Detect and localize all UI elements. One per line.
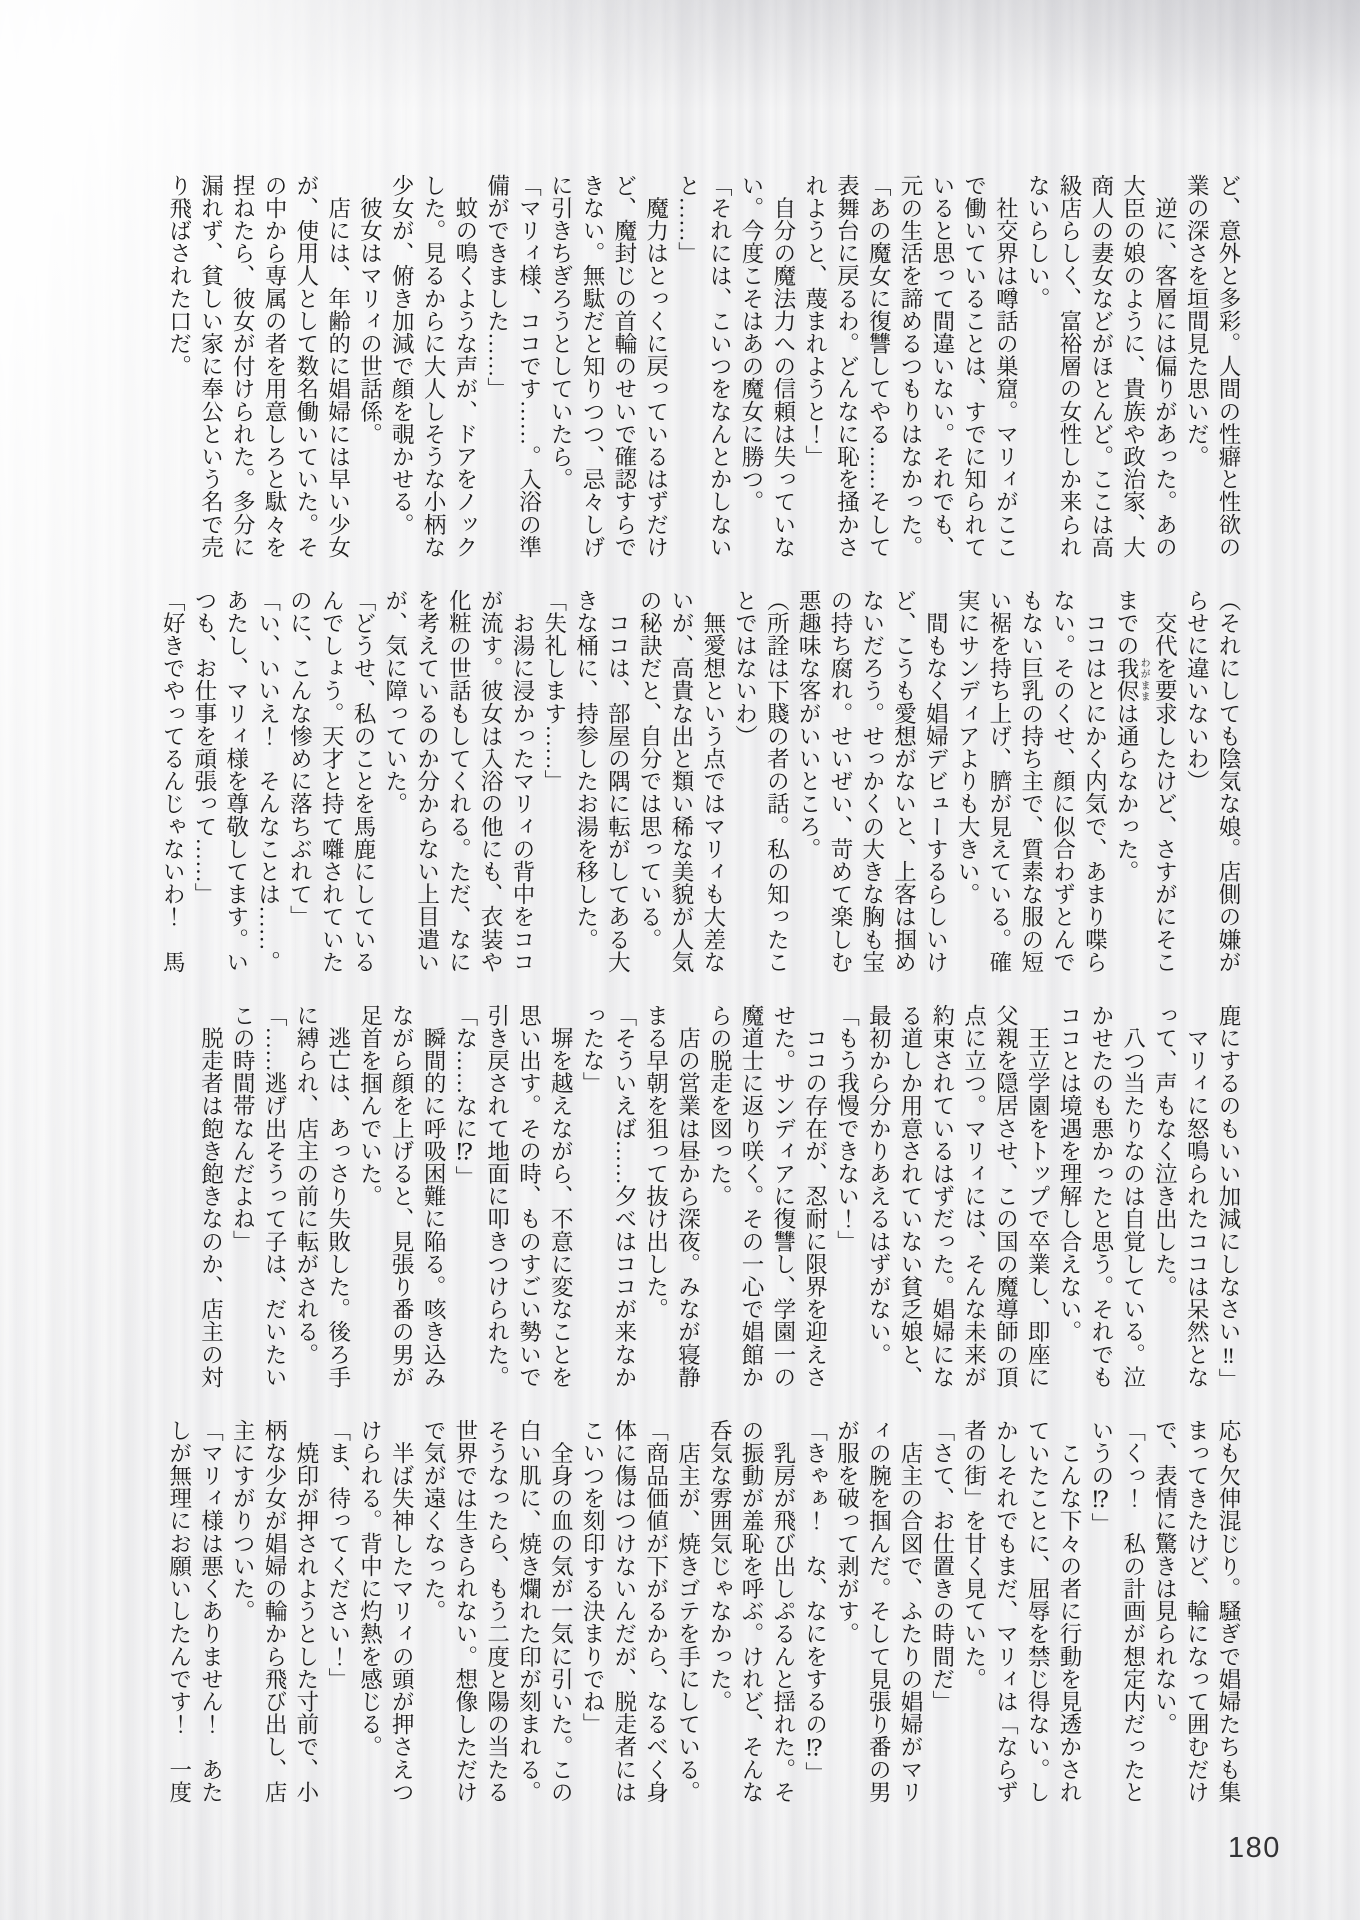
text-column: らせに違いないわ） [1184,589,1210,793]
text-column: 彼女はマリィの世話係。 [357,174,383,446]
text-column: 逃亡は、あっさり失敗した。後ろ手 [325,1004,351,1389]
text-column: 「それには、こいつをなんとかしない [707,174,733,559]
text-column: ていたことに、屈辱を禁じ得ない。し [1025,1419,1051,1804]
text-column: れようと、蔑まれようと！」 [802,174,828,468]
text-column: 捏ねたら、彼女が付けられた。多分に [230,174,256,559]
text-column: の秘訣だと、自分では思っている。 [637,589,663,951]
text-column: 表舞台に戻るわ。どんなに恥を掻かさ [834,174,860,559]
text-column: ココとは境遇を理解し合えない。 [1057,1004,1083,1343]
text-band [156,589,1244,979]
text-column: 魔道士に返り咲く。その一心で娼館か [739,1004,765,1389]
text-column: 引き戻されて地面に叩きつけられた。 [484,1004,510,1389]
text-column: 「どうせ、私のことを馬鹿にしている [350,589,376,974]
text-column: 王立学園をトップで卒業し、即座に [1025,1004,1051,1389]
text-column: 白い肌に、焼き爛れた印が刻まれる。 [516,1419,542,1804]
text-column: で気が遠くなった。 [421,1419,447,1623]
text-column: い。今度こそはあの魔女に勝つ。 [739,174,765,513]
text-column: つも、お仕事を頑張って……」 [192,589,217,906]
text-column: の振動が羞恥を呼ぶ。けれど、そんな [739,1419,765,1804]
text-column: 足首を掴んでいた。 [357,1004,383,1208]
text-column: いうの⁉」 [1088,1419,1114,1536]
text-column: 者の街」を甘く見ていた。 [961,1419,987,1691]
text-column: 乳房が飛び出しぷるんと揺れた。そ [770,1419,796,1804]
text-column: 店の営業は昼から深夜。みなが寝静 [675,1004,701,1389]
text-column: が、気に障っていた。 [382,589,408,815]
text-column: あたし、マリィ様を尊敬してます。い [223,589,249,974]
text-column: 「もう我慢できない！」 [834,1004,860,1253]
text-column: かしそれでもまだ、マリィは「ならず [993,1419,1019,1804]
text-column: の中から専属の者を用意しろと駄々を [262,174,288,559]
text-column: 「マリィ様、ココです……。入浴の準 [516,174,542,559]
text-column: この時間帯なんだよね」 [230,1004,256,1253]
page-number: 180 [1228,1832,1281,1864]
text-column: 「くっ！ 私の計画が想定内だったと [1120,1419,1146,1804]
text-column: ど、魔封じの首輪のせいで確認すらで [611,174,637,559]
text-column: とではないわ） [732,589,758,748]
text-column: 「マリィ様は悪くありません！ あた [198,1419,224,1804]
text-column: 「さて、お仕置きの時間だ」 [929,1419,955,1713]
text-column: に縛られ、店主の前に転がされる。 [293,1004,319,1366]
text-column: り飛ばされた口だ。 [166,174,192,378]
text-column: 主にすがりついた。 [230,1419,256,1623]
text-column: 世界では生きられない。想像しただけ [452,1419,478,1804]
text-column: 瞬間的に呼吸困難に陥る。咳き込み [421,1004,447,1389]
text-column: 「あの魔女に復讐してやる……そして [866,174,892,559]
text-column: 八つ当たりなのは自覚している。泣 [1120,1004,1146,1389]
text-column: 焼印が押されようとした寸前で、小 [293,1419,319,1804]
text-column: いが、高貴な出と類い稀な美貌が人気 [668,589,694,974]
text-column: 「……逃げ出そうって子は、だいたい [262,1004,288,1389]
text-column: 応も欠伸混じり。騒ぎで娼婦たちも集 [1216,1419,1241,1804]
text-column: 自分の魔法力への信頼は失っていな [770,174,796,559]
text-column: 柄な少女が娼婦の輪から飛び出し、店 [262,1419,288,1804]
text-column: お湯に浸かったマリィの背中をココ [509,589,535,974]
text-column: 「失礼します……」 [541,589,567,793]
text-band [163,174,1244,564]
text-column: 店主の合図で、ふたりの娼婦がマリ [898,1419,924,1804]
text-column: 最初から分かりあえるはずがない。 [866,1004,892,1366]
text-column: 商人の妻女などがほとんど。ここは高 [1088,174,1114,559]
text-column: まる早朝を狙って抜け出した。 [643,1004,669,1321]
text-column: （それにしても陰気な娘。店側の嫌が [1216,589,1241,974]
text-column: ど、こうも愛想がないと、上客は掴め [891,589,917,974]
text-column: しが無理にお願いしたんです！ 一度 [166,1419,192,1804]
text-column: んでしょう。天才と持て囃されていた [319,589,345,974]
text-column: 備ができました……」 [484,174,510,400]
text-column: 店主が、焼きゴテを手にしている。 [675,1419,701,1804]
text-column: ど、意外と多彩。人間の性癖と性欲の [1216,174,1241,559]
text-column: もない巨乳の持ち主で、質素な服の短 [1018,589,1044,974]
text-column: 元の生活を諦めるつもりはなかった。 [898,174,924,559]
text-band [195,1004,1244,1394]
text-column: 無愛想という点ではマリィも大差な [700,589,726,974]
text-column: 点に立つ。マリィには、そんな未来が [961,1004,987,1389]
text-column: を考えているのか分からない上目遣い [414,589,440,974]
text-column: ない。そのくせ、顔に似合わずとんで [1050,589,1076,974]
text-column: 悪趣味な客がいいところ。 [796,589,822,861]
text-column: 塀を越えながら、不意に変なことを [548,1004,574,1389]
text-column: の持ち腐れ。せいぜい、苛めて楽しむ [827,589,853,974]
text-column: と……」 [675,174,701,265]
text-column: までの我侭 わがままは通らなかった。 [1114,589,1150,883]
text-column: 漏れず、貧しい家に奉公という名で売 [198,174,224,559]
text-column: 「きゃぁ！ な、なにをするの⁉」 [802,1419,828,1785]
text-column: 鹿にするのもいい加減にしなさい‼」 [1216,1004,1241,1391]
text-column: 交代を要求したけど、さすがにそこ [1152,589,1178,974]
text-column: ないだろう。せっかくの大きな胸も宝 [859,589,885,974]
text-column: マリィに怒鳴られたココは呆然とな [1184,1004,1210,1389]
text-column: が、使用人として数名働いていた。そ [293,174,319,559]
text-column: まってきたけど、輪になって囲むだけ [1184,1419,1210,1804]
text-column: って、声もなく泣き出した。 [1152,1004,1178,1298]
text-column: 社交界は噂話の巣窟。マリィがここ [993,174,1019,559]
text-column: きな桶に、持参したお湯を移した。 [573,589,599,951]
text-column: 「商品価値が下がるから、なるべく身 [643,1419,669,1804]
text-column: が服を破って剥がす。 [834,1419,860,1645]
text-column: 業の深さを垣間見た思いだ。 [1184,174,1210,468]
text-column: 逆に、客層には偏りがあった。あの [1152,174,1178,559]
text-column: らの脱走を図った。 [707,1004,733,1208]
text-column: で、表情に驚きは見られない。 [1152,1419,1178,1736]
text-column: （所詮は下賤の者の話。私の知ったこ [764,589,790,974]
text-column: 約束されているはずだった。娼婦にな [929,1004,955,1389]
text-column: せた。サンディアに復讐し、学園一の [770,1004,796,1389]
text-column: そうなったら、もう二度と陽の当たる [484,1419,510,1804]
text-column: ココは、部屋の隅に転がしてある大 [605,589,631,974]
text-column: 級店らしく、富裕層の女性しか来られ [1057,174,1083,559]
text-column: かせたのも悪かったと思う。それでも [1088,1004,1114,1389]
text-column: ないらしい。 [1025,174,1051,310]
text-column: 「好きでやってるんじゃないわ！ 馬 [160,589,186,974]
text-column: 魔力はとっくに戻っているはずだけ [643,174,669,559]
text-column: きない。無駄だと知りつつ、忌々しげ [580,174,606,559]
text-column: る道しか用意されていない貧乏娘と、 [898,1004,924,1389]
text-column: 実にサンディアよりも大きい。 [955,589,981,906]
text-column: 呑気な雰囲気じゃなかった。 [707,1419,733,1713]
text-column: に引きちぎろうとしていたら。 [548,174,574,491]
text-column: 思い出す。その時、ものすごい勢いで [516,1004,542,1389]
text-column: 半ば失神したマリィの頭が押さえつ [389,1419,415,1804]
text-column: で働いていることは、すでに知られて [961,174,987,559]
text-column: 大臣の娘のように、貴族や政治家、大 [1120,174,1146,559]
furigana-reading: わがまま [1138,656,1150,702]
text-column: 少女が、俯き加減で顔を覗かせる。 [389,174,415,536]
text-column: こいつを刻印する決まりでね」 [580,1419,606,1736]
text-column: 蚊の鳴くような声が、ドアをノック [452,174,478,559]
text-column: こんな下々の者に行動を見透かされ [1057,1419,1083,1804]
text-column: 父親を隠居させ、この国の魔導師の頂 [993,1004,1019,1389]
text-column: が流す。彼女は入浴の他にも、衣装や [478,589,504,974]
text-column: ながら顔を上げると、見張り番の男が [389,1004,415,1389]
text-column: けられる。背中に灼熱を感じる。 [357,1419,383,1758]
text-column: ココはとにかく内気で、あまり喋ら [1082,589,1108,974]
text-column: 全身の血の気が一気に引いた。この [548,1419,574,1804]
text-column: い裾を持ち上げ、臍が見えている。確 [986,589,1012,974]
text-column: ったな」 [580,1004,606,1095]
text-column: 間もなく娼婦デビューするらしいけ [923,589,949,974]
text-column: ィの腕を掴んだ。そして見張り番の男 [866,1419,892,1804]
furigana-base: 我侭 わがまま [1114,656,1150,703]
text-column: 体に傷はつけないんだが、脱走者には [611,1419,637,1804]
text-column: した。見るからに大人しそうな小柄な [421,174,447,559]
text-column: ココの存在が、忍耐に限界を迎えさ [802,1004,828,1389]
text-column: のに、こんな惨めに落ちぶれて」 [287,589,313,928]
text-column: 「ま、待ってください！」 [325,1419,351,1691]
text-column: いると思って間違いない。それでも、 [929,174,955,559]
text-column: 「な……なに⁉」 [452,1004,478,1189]
text-band [163,1419,1244,1809]
text-column: 化粧の世話もしてくれる。ただ、なに [446,589,472,974]
text-column: 「そういえば……夕べはココが来なか [611,1004,637,1389]
text-column: 店には、年齢的に娼婦には早い少女 [325,174,351,559]
text-column: 脱走者は飽き飽きなのか、店主の対 [198,1004,224,1389]
text-column: 「い、いいえ！ そんなことは……。 [255,589,281,974]
